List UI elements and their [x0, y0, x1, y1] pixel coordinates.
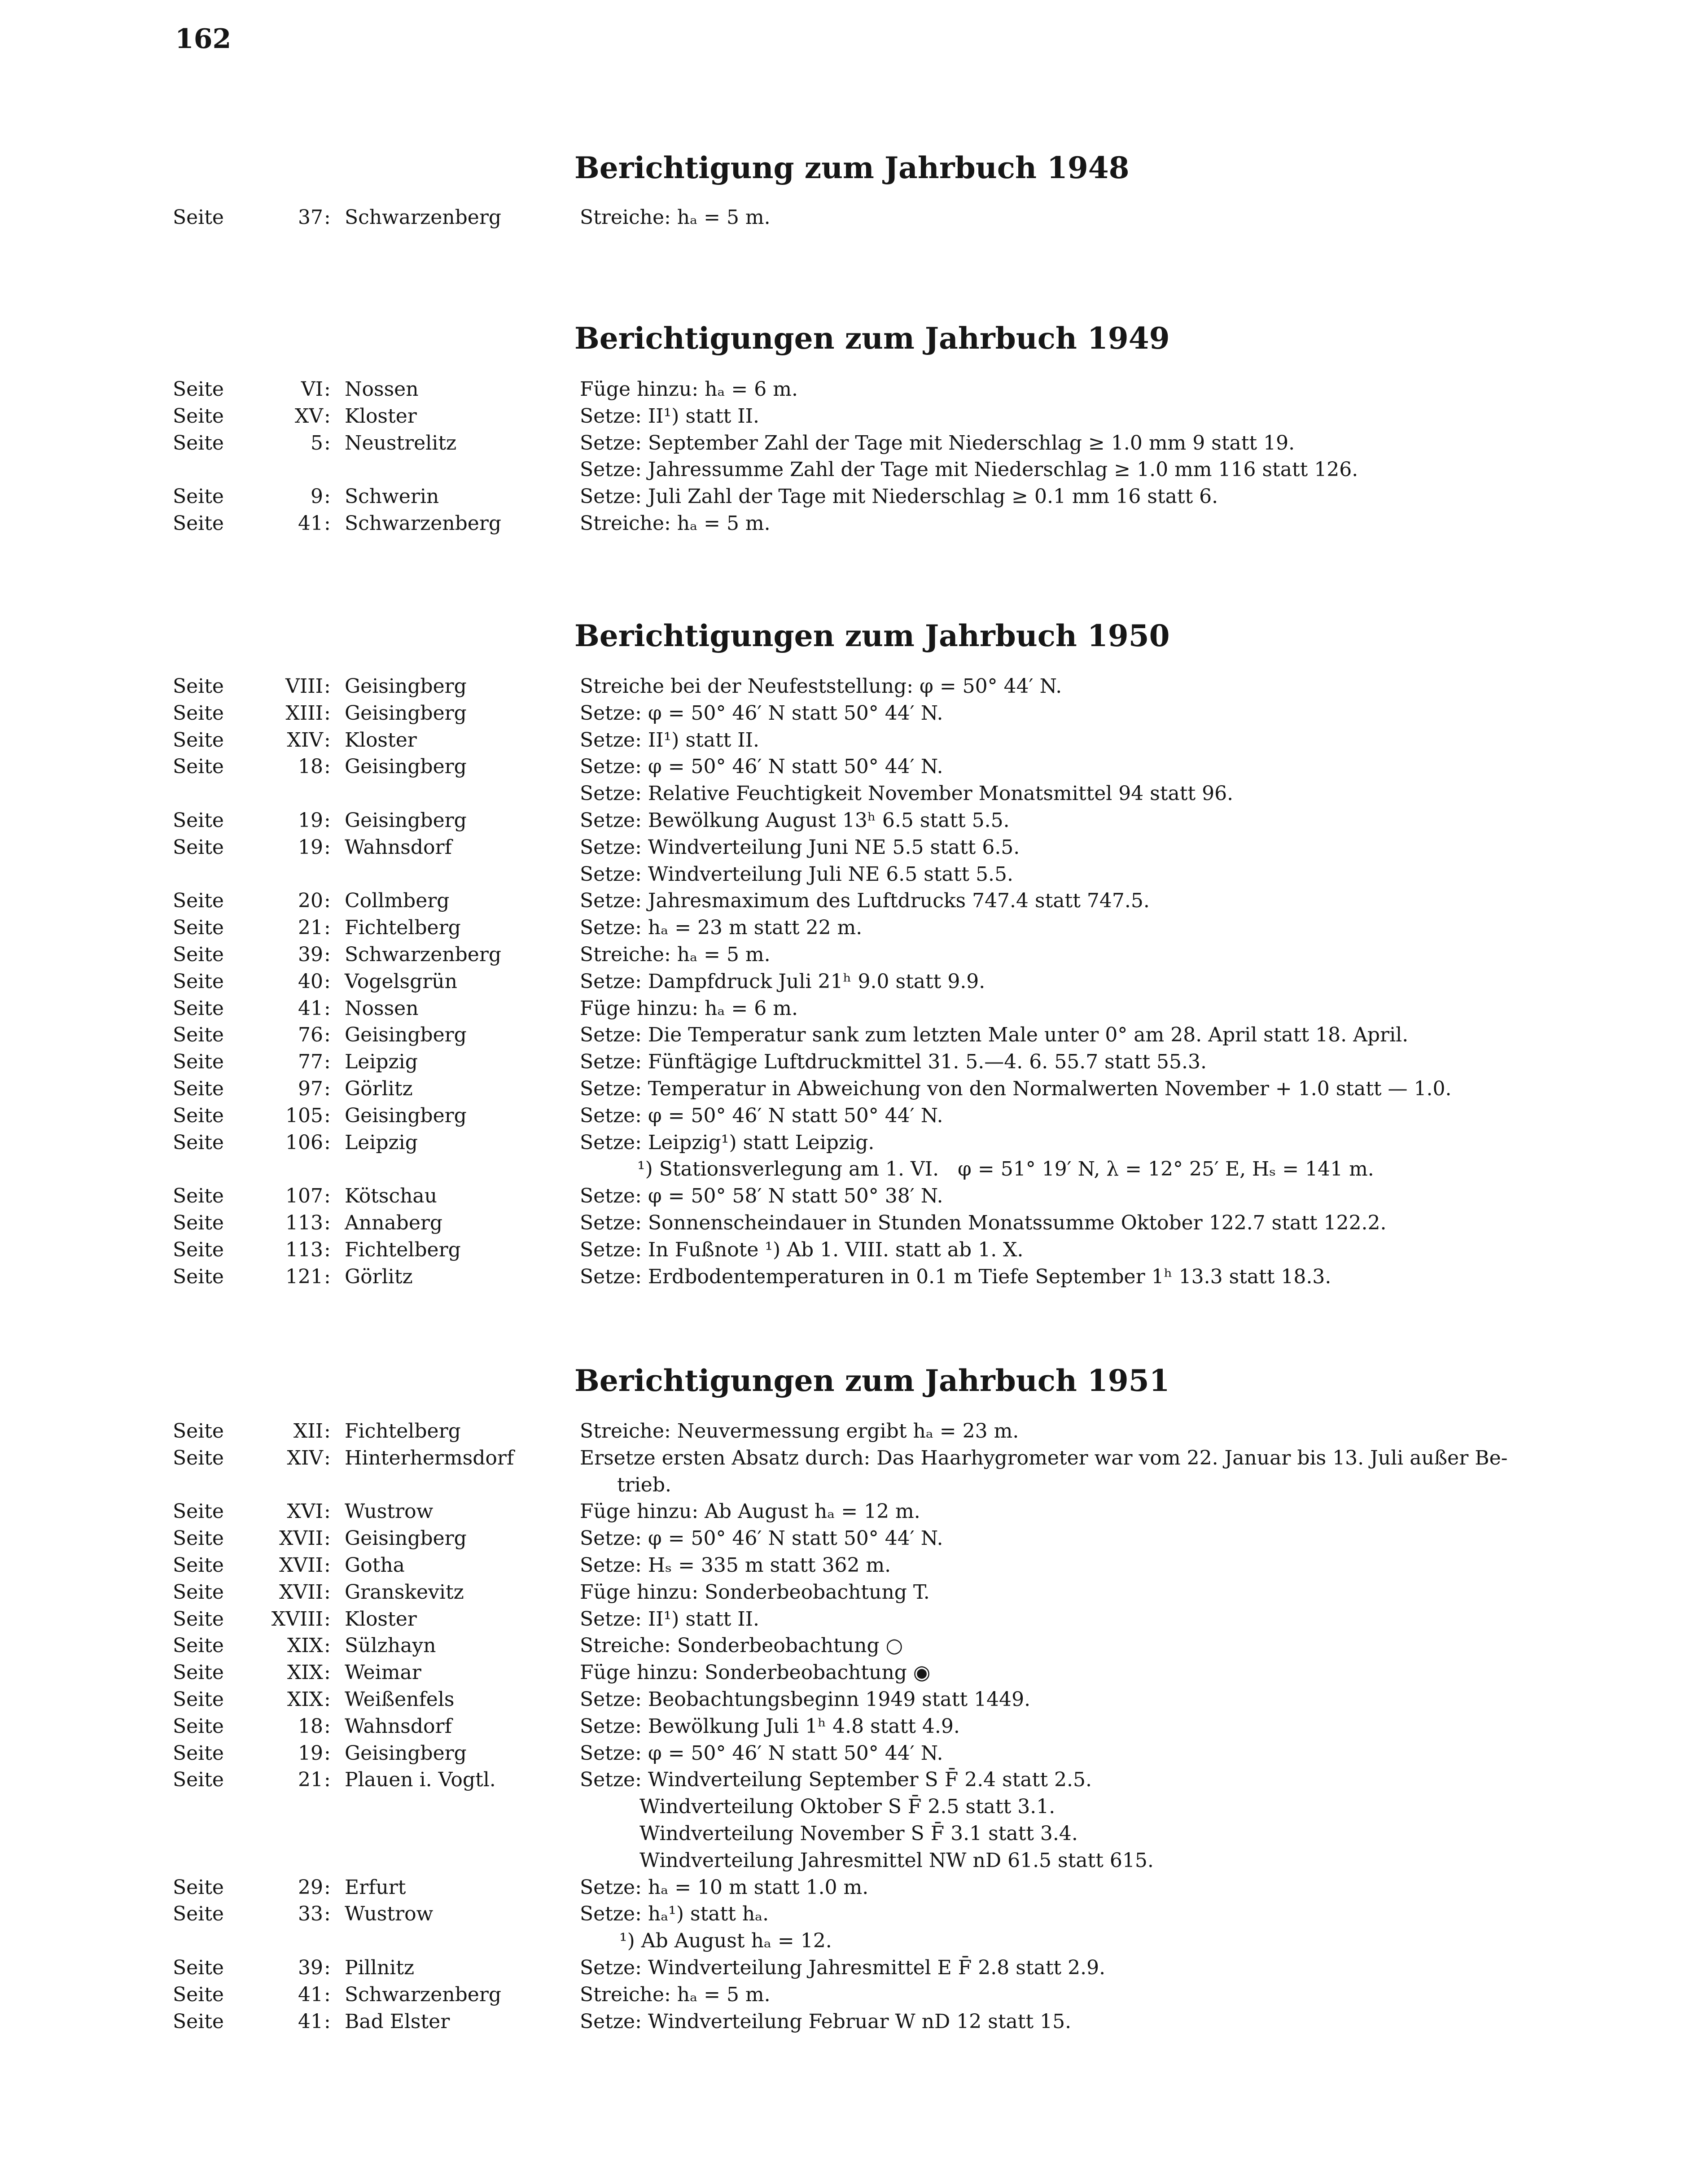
station-name: Granskevitz [345, 1580, 464, 1604]
seite-label: Seite [173, 1580, 224, 1604]
page-ref: 76 [298, 1023, 323, 1047]
footnote-text: ¹) Stationsverlegung am 1. VI. φ = 51° 19′ N, λ = 12° 25′ E, Hₛ = 141 m. [637, 1158, 1374, 1181]
colon-separator: : [324, 485, 331, 508]
station-name: Leipzig [345, 1131, 418, 1154]
section-title: Berichtigungen zum Jahrbuch 1949 [574, 321, 1170, 356]
colon-separator: : [324, 378, 331, 401]
seite-label: Seite [173, 1104, 224, 1127]
page-ref: 41 [298, 2010, 323, 2033]
seite-label: Seite [173, 1238, 224, 1261]
correction-text: Streiche: hₐ = 5 m. [580, 512, 771, 535]
correction-text: Setze: Windverteilung Februar W nD 12 statt 15. [580, 2010, 1072, 2033]
station-name: Geisingberg [345, 1023, 467, 1047]
seite-label: Seite [173, 916, 224, 940]
entry-row [0, 1183, 1708, 1210]
seite-label: Seite [173, 1077, 224, 1100]
entry-continuation-row [0, 861, 1708, 888]
seite-label: Seite [173, 1607, 224, 1631]
entry-continuation-row [0, 1793, 1708, 1820]
correction-text: Setze: Fünftägige Luftdruckmittel 31. 5.—4. 6. 55.7 statt 55.3. [580, 1050, 1207, 1074]
correction-text: Streiche: hₐ = 5 m. [580, 1983, 771, 2006]
station-name: Wahnsdorf [345, 1714, 452, 1738]
entry-row [0, 1129, 1708, 1156]
entry-row [0, 1686, 1708, 1713]
page-ref: XVII [279, 1580, 323, 1604]
colon-separator: : [324, 431, 331, 455]
entry-row [0, 807, 1708, 834]
station-name: Geisingberg [345, 755, 467, 778]
correction-text: Windverteilung Oktober S F̄ 2.5 statt 3.1. [639, 1795, 1055, 1819]
station-name: Annaberg [345, 1211, 443, 1234]
seite-label: Seite [173, 835, 224, 859]
station-name: Görlitz [345, 1265, 413, 1288]
seite-label: Seite [173, 1050, 224, 1074]
correction-text: Setze: Erdbodentemperaturen in 0.1 m Tiefe September 1ʰ 13.3 statt 18.3. [580, 1265, 1331, 1288]
page-ref: XV [294, 404, 323, 428]
seite-label: Seite [173, 1768, 224, 1792]
seite-label: Seite [173, 1023, 224, 1047]
colon-separator: : [324, 889, 331, 913]
entry-row [0, 995, 1708, 1022]
station-name: Sülzhayn [345, 1634, 436, 1657]
page-ref: 21 [298, 1768, 323, 1792]
entry-row [0, 673, 1708, 700]
entry-row [0, 1445, 1708, 1472]
entry-row [0, 1874, 1708, 1901]
page-ref: 19 [298, 835, 323, 859]
correction-text: Füge hinzu: Sonderbeobachtung T. [580, 1580, 930, 1604]
station-name: Wustrow [345, 1500, 434, 1523]
station-name: Kloster [345, 728, 417, 752]
station-name: Weimar [345, 1661, 421, 1684]
entry-row [0, 1713, 1708, 1740]
colon-separator: : [324, 404, 331, 428]
entry-row [0, 941, 1708, 968]
correction-text: Setze: φ = 50° 46′ N statt 50° 44′ N. [580, 1104, 943, 1127]
seite-label: Seite [173, 512, 224, 535]
entry-row [0, 1767, 1708, 1793]
seite-label: Seite [173, 675, 224, 698]
colon-separator: : [324, 1050, 331, 1074]
correction-text: Windverteilung Jahresmittel NW nD 61.5 statt 615. [639, 1849, 1154, 1872]
entry-row [0, 700, 1708, 727]
station-name: Fichtelberg [345, 1238, 461, 1261]
entry-row [0, 1955, 1708, 1981]
correction-text: Setze: Juli Zahl der Tage mit Niederschlag ≥ 0.1 mm 16 statt 6. [580, 485, 1218, 508]
page-ref: 9 [311, 485, 323, 508]
correction-text: Streiche: Neuvermessung ergibt hₐ = 23 m. [580, 1420, 1019, 1443]
correction-text: Setze: Hₛ = 335 m statt 362 m. [580, 1553, 891, 1577]
correction-text: Setze: φ = 50° 58′ N statt 50° 38′ N. [580, 1185, 943, 1208]
page-ref: 18 [298, 755, 323, 778]
page-ref: 113 [285, 1238, 323, 1261]
entry-row [0, 1264, 1708, 1290]
station-name: Bad Elster [345, 2010, 450, 2033]
entry-row [0, 1076, 1708, 1102]
correction-text: Ersetze ersten Absatz durch: Das Haarhygrometer war vom 22. Januar bis 13. Juli außer Be- [580, 1446, 1508, 1469]
page-ref: XII [293, 1420, 323, 1443]
page-ref: 39 [298, 943, 323, 966]
colon-separator: : [324, 755, 331, 778]
colon-separator: : [324, 1580, 331, 1604]
seite-label: Seite [173, 1661, 224, 1684]
entry-row [0, 1659, 1708, 1686]
page-ref: XIX [287, 1661, 323, 1684]
seite-label: Seite [173, 1265, 224, 1288]
entry-row [0, 1498, 1708, 1525]
station-name: Nossen [345, 997, 419, 1020]
entry-row [0, 483, 1708, 510]
page-ref: 121 [285, 1265, 323, 1288]
correction-text: Setze: Sonnenscheindauer in Stunden Monatssumme Oktober 122.7 statt 122.2. [580, 1211, 1387, 1234]
page-ref: XIII [285, 701, 323, 725]
entry-row [0, 204, 1708, 231]
station-name: Kötschau [345, 1185, 437, 1208]
correction-text: Setze: Windverteilung September S F̄ 2.4 statt 2.5. [580, 1768, 1092, 1792]
page-ref: XIX [287, 1634, 323, 1657]
correction-text: Windverteilung November S F̄ 3.1 statt 3.4. [639, 1822, 1078, 1845]
page-ref: VIII [285, 675, 323, 698]
entry-row [0, 1552, 1708, 1579]
colon-separator: : [324, 970, 331, 993]
entries-list [0, 376, 1708, 537]
station-name: Leipzig [345, 1050, 418, 1074]
page-ref: 20 [298, 889, 323, 913]
station-name: Kloster [345, 404, 417, 428]
station-name: Geisingberg [345, 1741, 467, 1765]
entry-row [0, 1606, 1708, 1633]
station-name: Schwarzenberg [345, 206, 502, 229]
colon-separator: : [324, 1553, 331, 1577]
page-ref: 21 [298, 916, 323, 940]
page-number: 162 [175, 23, 232, 55]
entries-list [0, 1418, 1708, 2035]
seite-label: Seite [173, 970, 224, 993]
seite-label: Seite [173, 889, 224, 913]
seite-label: Seite [173, 1714, 224, 1738]
correction-text: Setze: Jahressumme Zahl der Tage mit Niederschlag ≥ 1.0 mm 116 statt 126. [580, 458, 1358, 481]
correction-text: Streiche: hₐ = 5 m. [580, 206, 771, 229]
page-ref: 5 [311, 431, 323, 455]
page-ref: 113 [285, 1211, 323, 1234]
seite-label: Seite [173, 1500, 224, 1523]
entry-continuation-row [0, 1472, 1708, 1499]
correction-text: Setze: Die Temperatur sank zum letzten Male unter 0° am 28. April statt 18. April. [580, 1023, 1409, 1047]
correction-text: Setze: In Fußnote ¹) Ab 1. VIII. statt ab 1. X. [580, 1238, 1024, 1261]
colon-separator: : [324, 512, 331, 535]
entry-row [0, 1579, 1708, 1606]
entry-row [0, 1418, 1708, 1445]
seite-label: Seite [173, 1983, 224, 2006]
correction-text: Setze: φ = 50° 46′ N statt 50° 44′ N. [580, 1527, 943, 1550]
correction-text: Setze: Bewölkung Juli 1ʰ 4.8 statt 4.9. [580, 1714, 960, 1738]
seite-label: Seite [173, 1211, 224, 1234]
entry-row [0, 834, 1708, 861]
seite-label: Seite [173, 755, 224, 778]
entry-row [0, 376, 1708, 403]
correction-text: Setze: II¹) statt II. [580, 404, 760, 428]
seite-label: Seite [173, 206, 224, 229]
page-ref: 19 [298, 1741, 323, 1765]
entry-row [0, 1981, 1708, 2008]
seite-label: Seite [173, 431, 224, 455]
station-name: Geisingberg [345, 675, 467, 698]
section-title: Berichtigungen zum Jahrbuch 1950 [574, 618, 1170, 653]
section-title: Berichtigungen zum Jahrbuch 1951 [574, 1363, 1170, 1398]
entry-row [0, 1049, 1708, 1076]
colon-separator: : [324, 2010, 331, 2033]
correction-text: Setze: hₐ = 23 m statt 22 m. [580, 916, 863, 940]
entry-row [0, 510, 1708, 537]
entry-row [0, 1525, 1708, 1552]
page-ref: XVII [279, 1527, 323, 1550]
correction-text: Setze: Leipzig¹) statt Leipzig. [580, 1131, 875, 1154]
page-ref: 40 [298, 970, 323, 993]
station-name: Nossen [345, 378, 419, 401]
page-ref: 105 [285, 1104, 323, 1127]
seite-label: Seite [173, 1185, 224, 1208]
seite-label: Seite [173, 404, 224, 428]
colon-separator: : [324, 1688, 331, 1711]
seite-label: Seite [173, 485, 224, 508]
page-ref: 37 [298, 206, 323, 229]
seite-label: Seite [173, 1902, 224, 1926]
colon-separator: : [324, 1714, 331, 1738]
station-name: Erfurt [345, 1876, 406, 1899]
colon-separator: : [324, 1077, 331, 1100]
correction-text: Setze: hₐ = 10 m statt 1.0 m. [580, 1876, 869, 1899]
colon-separator: : [324, 1741, 331, 1765]
colon-separator: : [324, 1661, 331, 1684]
entry-row [0, 888, 1708, 914]
page-ref: XIV [287, 728, 323, 752]
colon-separator: : [324, 1876, 331, 1899]
correction-text: Setze: hₐ¹) statt hₐ. [580, 1902, 769, 1926]
seite-label: Seite [173, 2010, 224, 2033]
seite-label: Seite [173, 1527, 224, 1550]
page-ref: 41 [298, 997, 323, 1020]
station-name: Collmberg [345, 889, 450, 913]
entry-row [0, 914, 1708, 941]
correction-text: Setze: Bewölkung August 13ʰ 6.5 statt 5.5. [580, 809, 1010, 832]
page-ref: 106 [285, 1131, 323, 1154]
page-ref: 18 [298, 1714, 323, 1738]
page-ref: 41 [298, 1983, 323, 2006]
correction-text: trieb. [617, 1473, 671, 1496]
station-name: Geisingberg [345, 701, 467, 725]
colon-separator: : [324, 916, 331, 940]
page-ref: XIV [287, 1446, 323, 1469]
correction-text: Füge hinzu: hₐ = 6 m. [580, 378, 798, 401]
correction-text: Füge hinzu: Ab August hₐ = 12 m. [580, 1500, 920, 1523]
entry-row [0, 1237, 1708, 1264]
seite-label: Seite [173, 1956, 224, 1979]
page-ref: 41 [298, 512, 323, 535]
station-name: Hinterhermsdorf [345, 1446, 514, 1469]
correction-text: Setze: II¹) statt II. [580, 728, 760, 752]
station-name: Schwarzenberg [345, 512, 502, 535]
seite-label: Seite [173, 1634, 224, 1657]
seite-label: Seite [173, 809, 224, 832]
entry-row [0, 430, 1708, 457]
correction-text: Setze: II¹) statt II. [580, 1607, 760, 1631]
colon-separator: : [324, 728, 331, 752]
colon-separator: : [324, 1265, 331, 1288]
page-ref: 39 [298, 1956, 323, 1979]
colon-separator: : [324, 1238, 331, 1261]
correction-text: Setze: Windverteilung Juni NE 5.5 statt 6.5. [580, 835, 1020, 859]
correction-text: Setze: Windverteilung Jahresmittel E F̄ 2.8 statt 2.9. [580, 1956, 1106, 1979]
colon-separator: : [324, 1634, 331, 1657]
colon-separator: : [324, 1131, 331, 1154]
correction-text: Setze: Beobachtungsbeginn 1949 statt 1449. [580, 1688, 1031, 1711]
entry-continuation-row [0, 456, 1708, 483]
colon-separator: : [324, 1185, 331, 1208]
correction-text: Füge hinzu: hₐ = 6 m. [580, 997, 798, 1020]
footnote-text: ¹) Ab August hₐ = 12. [619, 1929, 832, 1953]
colon-separator: : [324, 1420, 331, 1443]
entry-row [0, 968, 1708, 995]
correction-text: Setze: φ = 50° 46′ N statt 50° 44′ N. [580, 701, 943, 725]
station-name: Geisingberg [345, 809, 467, 832]
seite-label: Seite [173, 728, 224, 752]
entry-continuation-row [0, 1820, 1708, 1847]
station-name: Neustrelitz [345, 431, 457, 455]
station-name: Schwerin [345, 485, 439, 508]
station-name: Fichtelberg [345, 1420, 461, 1443]
page-ref: 97 [298, 1077, 323, 1100]
entry-continuation-row [0, 780, 1708, 807]
station-name: Vogelsgrün [345, 970, 457, 993]
page-ref: 33 [298, 1902, 323, 1926]
page-ref: 29 [298, 1876, 323, 1899]
entry-row [0, 403, 1708, 430]
page-ref: XVI [287, 1500, 323, 1523]
colon-separator: : [324, 1500, 331, 1523]
colon-separator: : [324, 1527, 331, 1550]
seite-label: Seite [173, 378, 224, 401]
entry-row [0, 1632, 1708, 1659]
colon-separator: : [324, 997, 331, 1020]
colon-separator: : [324, 1607, 331, 1631]
colon-separator: : [324, 1446, 331, 1469]
correction-text: Setze: Windverteilung Juli NE 6.5 statt 5.5. [580, 862, 1014, 886]
page-ref: XIX [287, 1688, 323, 1711]
entry-row [0, 2008, 1708, 2035]
colon-separator: : [324, 1956, 331, 1979]
seite-label: Seite [173, 701, 224, 725]
seite-label: Seite [173, 1553, 224, 1577]
station-name: Wahnsdorf [345, 835, 452, 859]
page-ref: 107 [285, 1185, 323, 1208]
entry-row [0, 1022, 1708, 1049]
entry-row [0, 1901, 1708, 1928]
station-name: Pillnitz [345, 1956, 415, 1979]
correction-text: Setze: φ = 50° 46′ N statt 50° 44′ N. [580, 755, 943, 778]
colon-separator: : [324, 1768, 331, 1792]
correction-text: Streiche bei der Neufeststellung: φ = 50° 44′ N. [580, 675, 1062, 698]
station-name: Kloster [345, 1607, 417, 1631]
seite-label: Seite [173, 997, 224, 1020]
station-name: Görlitz [345, 1077, 413, 1100]
seite-label: Seite [173, 1741, 224, 1765]
footnote-row [0, 1928, 1708, 1955]
page-ref: 77 [298, 1050, 323, 1074]
colon-separator: : [324, 1983, 331, 2006]
station-name: Gotha [345, 1553, 405, 1577]
correction-text: Setze: φ = 50° 46′ N statt 50° 44′ N. [580, 1741, 943, 1765]
colon-separator: : [324, 809, 331, 832]
seite-label: Seite [173, 1446, 224, 1469]
colon-separator: : [324, 206, 331, 229]
colon-separator: : [324, 835, 331, 859]
entry-row [0, 1102, 1708, 1129]
entries-list [0, 673, 1708, 1290]
entry-row [0, 727, 1708, 754]
station-name: Geisingberg [345, 1527, 467, 1550]
station-name: Plauen i. Vogtl. [345, 1768, 496, 1792]
station-name: Wustrow [345, 1902, 434, 1926]
page-ref: XVIII [271, 1607, 323, 1631]
footnote-row [0, 1156, 1708, 1183]
station-name: Schwarzenberg [345, 943, 502, 966]
correction-text: Streiche: Sonderbeobachtung ○ [580, 1634, 903, 1657]
seite-label: Seite [173, 1876, 224, 1899]
entry-row [0, 1740, 1708, 1767]
correction-text: Füge hinzu: Sonderbeobachtung ◉ [580, 1661, 931, 1684]
colon-separator: : [324, 1902, 331, 1926]
colon-separator: : [324, 701, 331, 725]
page-ref: VI [301, 378, 323, 401]
correction-text: Streiche: hₐ = 5 m. [580, 943, 771, 966]
seite-label: Seite [173, 943, 224, 966]
colon-separator: : [324, 1104, 331, 1127]
section-title: Berichtigung zum Jahrbuch 1948 [574, 150, 1130, 185]
entry-continuation-row [0, 1847, 1708, 1874]
page-ref: 19 [298, 809, 323, 832]
station-name: Schwarzenberg [345, 1983, 502, 2006]
correction-text: Setze: Relative Feuchtigkeit November Monatsmittel 94 statt 96. [580, 782, 1234, 805]
seite-label: Seite [173, 1688, 224, 1711]
colon-separator: : [324, 943, 331, 966]
station-name: Geisingberg [345, 1104, 467, 1127]
entry-row [0, 1210, 1708, 1237]
colon-separator: : [324, 1023, 331, 1047]
seite-label: Seite [173, 1131, 224, 1154]
page-ref: XVII [279, 1553, 323, 1577]
correction-text: Setze: September Zahl der Tage mit Niederschlag ≥ 1.0 mm 9 statt 19. [580, 431, 1295, 455]
colon-separator: : [324, 675, 331, 698]
correction-text: Setze: Temperatur in Abweichung von den Normalwerten November + 1.0 statt — 1.0. [580, 1077, 1452, 1100]
entry-row [0, 753, 1708, 780]
station-name: Weißenfels [345, 1688, 455, 1711]
seite-label: Seite [173, 1420, 224, 1443]
correction-text: Setze: Jahresmaximum des Luftdrucks 747.4 statt 747.5. [580, 889, 1150, 913]
colon-separator: : [324, 1211, 331, 1234]
correction-text: Setze: Dampfdruck Juli 21ʰ 9.0 statt 9.9. [580, 970, 985, 993]
station-name: Fichtelberg [345, 916, 461, 940]
entries-list [0, 204, 1708, 231]
